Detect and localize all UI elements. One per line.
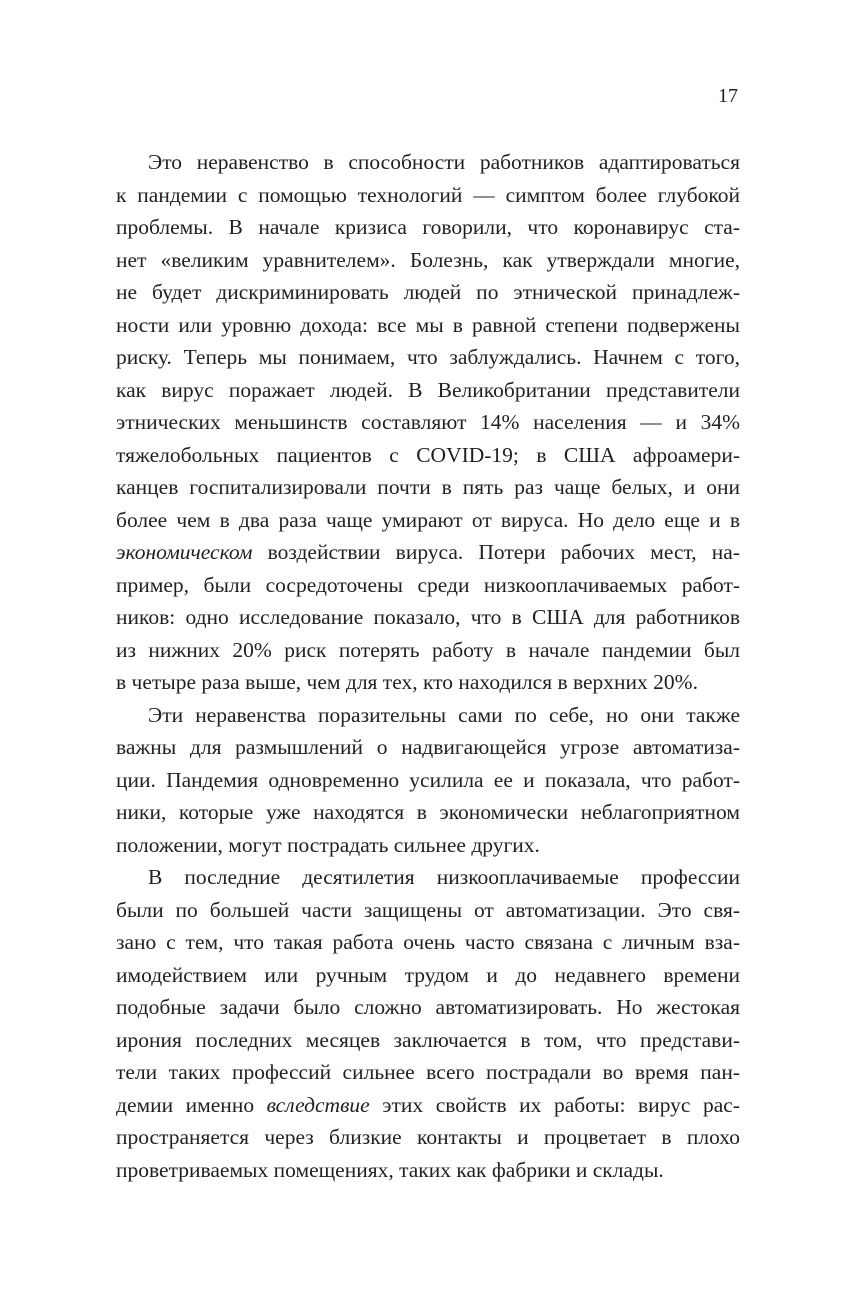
text-line: более чем в два раза чаще умирают от вируса. Но дело еще и в	[116, 507, 740, 532]
text-line: подобные задачи было сложно автоматизировать. Но жестокая	[116, 995, 740, 1019]
page-number: 17	[718, 85, 738, 107]
paragraph-3	[116, 861, 740, 1186]
text-span: воздействии вируса. Потери рабочих мест, на-	[252, 540, 740, 564]
text-line: В последние десятилетия низкооплачиваемые профессии	[148, 865, 740, 889]
text-line: положении, могут пострадать сильнее других.	[116, 832, 540, 857]
text-line: этнических меньшинств составляют 14% населения — и 34%	[116, 410, 740, 434]
text-line: нет «великим уравнителем». Болезнь, как утверждали многие,	[116, 247, 740, 272]
text-line	[116, 1089, 740, 1122]
text-line: проблемы. В начале кризиса говорили, что коронавирус ста-	[116, 215, 740, 239]
text-line: в четыре раза выше, чем для тех, кто находился в верхних 20%.	[116, 670, 698, 694]
text-span: этих свойств их работы: вирус рас-	[369, 1092, 740, 1117]
text-line	[116, 536, 740, 569]
text-line: имодействием или ручным трудом и до недавнего времени	[116, 962, 740, 987]
text-line: зано с тем, что такая работа очень часто связана с личным вза-	[116, 930, 740, 954]
paragraph-1	[116, 146, 740, 699]
text-line: риску. Теперь мы понимаем, что заблуждались. Начнем с того,	[116, 345, 740, 369]
body-text	[116, 146, 740, 1186]
text-line: Эти неравенства поразительны сами по себе, но они также	[148, 702, 740, 727]
text-line: ирония последних месяцев заключается в том, что представи-	[116, 1027, 740, 1052]
text-line: тели таких профессий сильнее всего пострадали во время пан-	[116, 1060, 740, 1084]
text-line: тяжелобольных пациентов с COVID-19; в США афроамери-	[116, 442, 740, 467]
italic-emphasis: экономическом	[116, 540, 253, 564]
text-line: были по большей части защищены от автоматизации. Это свя-	[116, 897, 740, 922]
text-line: важны для размышлений о надвигающейся угрозе автоматиза-	[116, 735, 740, 759]
text-line: канцев госпитализировали почти в пять раз чаще белых, и они	[116, 475, 740, 499]
text-span: демии именно	[116, 1092, 267, 1117]
text-line: к пандемии с помощью технологий — симптом более глубокой	[116, 182, 740, 207]
text-line: ции. Пандемия одновременно усилила ее и показала, что работ-	[116, 767, 740, 792]
text-line: не будет дискриминировать людей по этнической принадлеж-	[116, 280, 740, 304]
text-line: пространяется через близкие контакты и процветает в плохо	[116, 1125, 740, 1149]
paragraph-2	[116, 699, 740, 862]
text-line: ности или уровню дохода: все мы в равной степени подвержены	[116, 312, 740, 337]
text-line: пример, были сосредоточены среди низкооплачиваемых работ-	[116, 572, 740, 597]
text-line: ников: одно исследование показало, что в США для работников	[116, 605, 740, 629]
text-line: Это неравенство в способности работников адаптироваться	[148, 150, 740, 174]
text-line: как вирус поражает людей. В Великобритании представители	[116, 377, 740, 402]
text-line: из нижних 20% риск потерять работу в начале пандемии был	[116, 637, 740, 662]
italic-emphasis: вследствие	[266, 1092, 370, 1117]
text-line: проветриваемых помещениях, таких как фабрики и склады.	[116, 1157, 664, 1182]
text-line: ники, которые уже находятся в экономически неблагоприятном	[116, 800, 740, 824]
